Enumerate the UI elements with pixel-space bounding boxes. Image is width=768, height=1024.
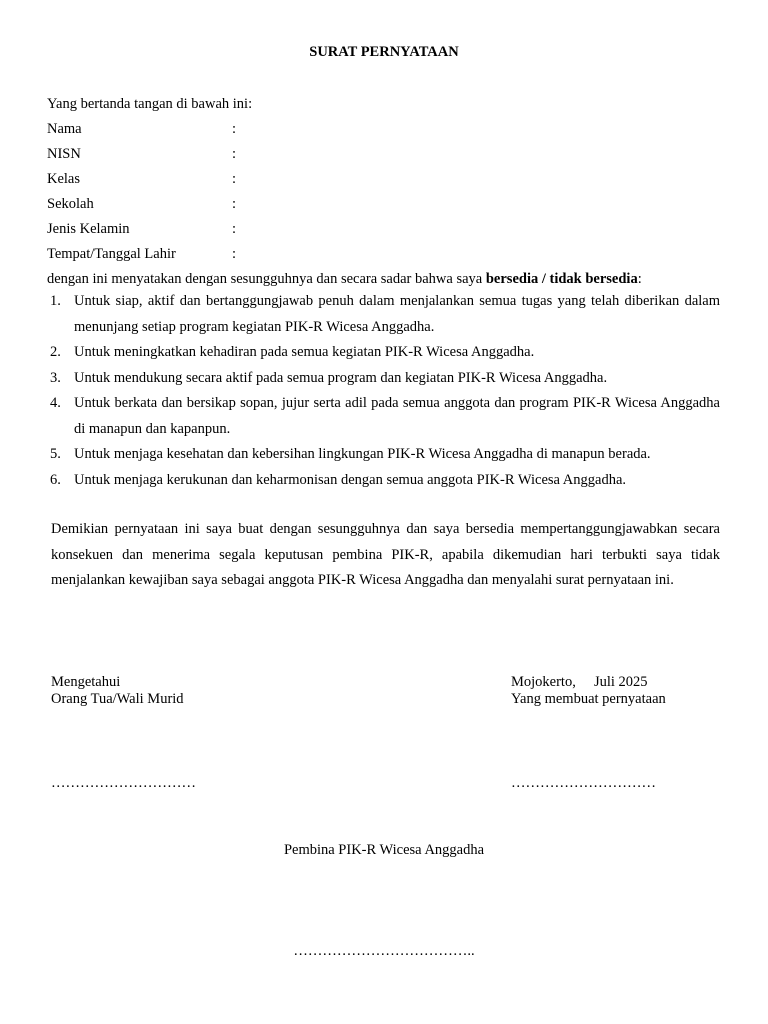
- field-colon: :: [232, 171, 237, 187]
- list-item-text: Untuk meningkatkan kehadiran pada semua kegiatan PIK-R Wicesa Anggadha.: [74, 344, 535, 360]
- list-item: [47, 366, 720, 392]
- list-item-number: 2.: [50, 344, 61, 360]
- list-item-number: 4.: [50, 395, 61, 411]
- list-item-text: Untuk berkata dan bersikap sopan, jujur serta adil pada semua anggota dan program PIK-R Wicesa Anggadha di manapun dan kapanpun.: [74, 395, 720, 437]
- field-colon: :: [232, 221, 237, 237]
- field-label-kelas: Kelas: [47, 171, 81, 187]
- signature-center-title: Pembina PIK-R Wicesa Anggadha: [283, 842, 485, 858]
- field-colon: :: [232, 196, 237, 212]
- list-item-number: 5.: [50, 446, 61, 462]
- signature-right-role: Yang membuat pernyataan: [511, 691, 666, 707]
- field-colon: :: [232, 146, 237, 162]
- statement-suffix: :: [637, 271, 642, 287]
- intro-text: Yang bertanda tangan di bawah ini:: [47, 96, 253, 112]
- field-colon: :: [232, 246, 237, 262]
- signature-left-role: Orang Tua/Wali Murid: [51, 691, 184, 707]
- field-label-nisn: NISN: [47, 146, 81, 162]
- list-item-text: Untuk siap, aktif dan bertanggungjawab penuh dalam menjalankan semua tugas yang telah diberikan dalam menunjang setiap program kegiatan PIK-R Wicesa Anggadha.: [74, 293, 720, 335]
- list-item-number: 6.: [50, 471, 61, 488]
- signature-right-place-date: Mojokerto, Juli 2025: [511, 674, 648, 690]
- list-item-number: 3.: [50, 369, 61, 386]
- signature-right-dots: …………………………: [511, 775, 656, 791]
- list-item-text: Untuk menjaga kerukunan dan keharmonisan dengan semua anggota PIK-R Wicesa Anggadha.: [74, 471, 627, 488]
- list-item: [47, 340, 720, 366]
- statement-prefix: dengan ini menyatakan dengan sesungguhnya dan secara sadar bahwa saya: [47, 271, 486, 287]
- statement-choice: bersedia / tidak bersedia: [485, 271, 638, 287]
- list-item: [47, 391, 720, 442]
- list-item: [47, 442, 720, 468]
- signature-left-dots: …………………………: [51, 775, 196, 791]
- field-label-sekolah: Sekolah: [47, 196, 94, 212]
- signature-center-dots: ………………………………..: [293, 943, 475, 959]
- document-title: SURAT PERNYATAAN: [309, 44, 459, 60]
- closing-paragraph: Demikian pernyataan ini saya buat dengan sesungguhnya dan saya bersedia mempertanggungjawabkan secara konsekuen dan menerima segala keputusan pembina PIK-R, apabila dikemudian hari terbukti saya tidak menjalankan kewajiban saya sebagai anggota PIK-R Wicesa Anggadha dan menyalahi surat pernyataan ini.: [51, 521, 720, 588]
- field-colon: :: [232, 121, 237, 137]
- commitment-list: [47, 289, 720, 493]
- list-item-text: Untuk mendukung secara aktif pada semua program dan kegiatan PIK-R Wicesa Anggadha.: [74, 369, 608, 386]
- field-label-jenis-kelamin: Jenis Kelamin: [47, 221, 130, 237]
- list-item: [47, 289, 720, 340]
- list-item: [47, 468, 720, 494]
- list-item-text: Untuk menjaga kesehatan dan kebersihan lingkungan PIK-R Wicesa Anggadha di manapun berada.: [74, 446, 651, 462]
- signature-left-heading: Mengetahui: [51, 674, 121, 690]
- field-label-tempat-tanggal-lahir: Tempat/Tanggal Lahir: [47, 246, 176, 262]
- list-item-number: 1.: [50, 293, 61, 309]
- statement-line: [47, 271, 642, 288]
- field-label-nama: Nama: [47, 121, 82, 137]
